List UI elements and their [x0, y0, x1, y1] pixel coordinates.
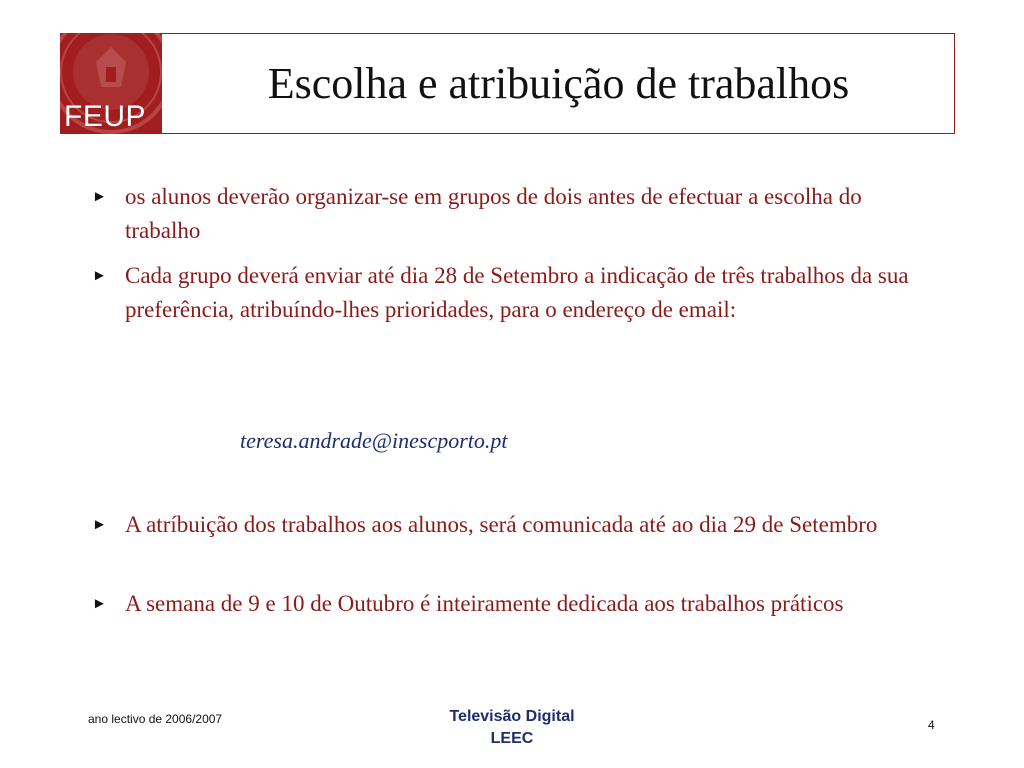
bullet-item [92, 180, 912, 248]
footer-course [412, 706, 612, 750]
slide-title: Escolha e atribuição de trabalhos [267, 59, 850, 108]
bullet-arrow-icon: ► [92, 189, 107, 205]
bullet-item [92, 587, 912, 621]
bullet-item [92, 259, 912, 327]
footer-academic-year: ano lectivo de 2006/2007 [88, 712, 223, 726]
bullet-arrow-icon: ► [92, 268, 107, 284]
contact-email[interactable]: teresa.andrade@inescporto.pt [240, 428, 508, 453]
bullet-arrow-icon: ► [92, 596, 107, 612]
bullet-text: A semana de 9 e 10 de Outubro é inteiramente dedicada aos trabalhos práticos [125, 591, 844, 616]
footer-course-program: LEEC [490, 730, 534, 747]
bullet-text: os alunos deverão organizar-se em grupos de dois antes de efectuar a escolha do trabalho [125, 184, 862, 243]
footer-course-title: Televisão Digital [449, 708, 575, 725]
bullet-item [92, 508, 912, 542]
bullet-arrow-icon: ► [92, 517, 107, 533]
feup-logo [60, 33, 162, 134]
bullet-text: Cada grupo deverá enviar até dia 28 de Setembro a indicação de três trabalhos da sua preferência, atribuíndo-lhes prioridades, para o endereço de email: [125, 263, 909, 322]
page-number: 4 [928, 718, 935, 732]
logo-text: FEUP [64, 100, 147, 133]
bullet-text: A atríbuição dos trabalhos aos alunos, será comunicada até ao dia 29 de Setembro [125, 512, 878, 537]
